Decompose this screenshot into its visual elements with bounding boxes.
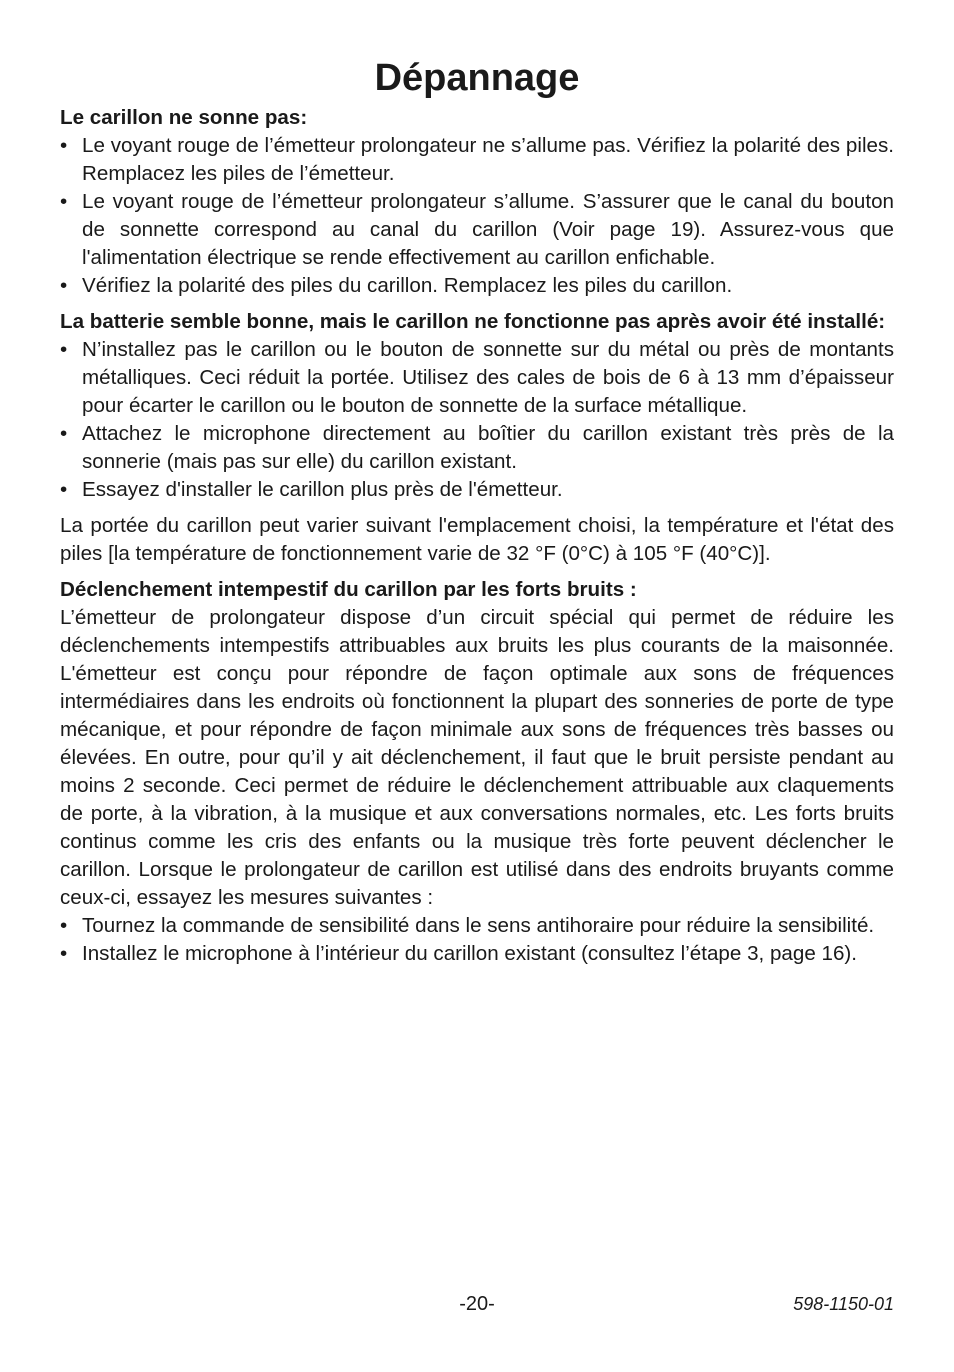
bullet-list-no-ring bbox=[60, 132, 894, 300]
bullet-list-false-trigger bbox=[60, 912, 894, 968]
bullet-item: • Attachez le microphone directement au boîtier du carillon existant très près de la sonnerie (mais pas sur elle) du carillon existant. bbox=[60, 420, 894, 476]
page-title: Dépannage bbox=[374, 57, 580, 99]
page-number: -20- bbox=[459, 1293, 495, 1315]
bullet-item: • Le voyant rouge de l’émetteur prolongateur ne s’allume pas. Vérifiez la polarité des piles. Remplacez les piles de l’émetteur. bbox=[60, 132, 894, 188]
document-page bbox=[60, 56, 894, 968]
document-code: 598-1150-01 bbox=[793, 1294, 894, 1314]
bullet-item: • Le voyant rouge de l’émetteur prolongateur s’allume. S’assurer que le canal du bouton de sonnette correspond au canal du carillon (Voir page 19). Assurez-vous que l'alimentation électrique se rende effectivement au carillon enfichable. bbox=[60, 188, 894, 272]
section-heading-battery: La batterie semble bonne, mais le carillon ne fonctionne pas après avoir été installé: bbox=[60, 310, 886, 333]
bullet-item: • Tournez la commande de sensibilité dans le sens antihoraire pour réduire la sensibilité. bbox=[60, 912, 894, 940]
bullet-item: • N’installez pas le carillon ou le bouton de sonnette sur du métal ou près de montants métalliques. Ceci réduit la portée. Utilisez des cales de bois de 6 à 13 mm d’épaisseur pour écarter le carillon ou le bouton de sonnette de la surface métallique. bbox=[60, 336, 894, 420]
range-paragraph: La portée du carillon peut varier suivant l'emplacement choisi, la température et l'état des piles [la température de fonctionnement varie de 32 °F (0°C) à 105 °F (40°C)]. bbox=[60, 514, 894, 565]
bullet-item: • Vérifiez la polarité des piles du carillon. Remplacez les piles du carillon. bbox=[60, 272, 894, 300]
section-heading-false-trigger: Déclenchement intempestif du carillon par les forts bruits : bbox=[60, 578, 637, 601]
bullet-item: • Essayez d'installer le carillon plus près de l'émetteur. bbox=[60, 476, 894, 504]
bullet-list-battery bbox=[60, 336, 894, 504]
bullet-item: • Installez le microphone à l’intérieur du carillon existant (consultez l’étape 3, page 16). bbox=[60, 940, 894, 968]
section-heading-no-ring: Le carillon ne sonne pas: bbox=[60, 106, 308, 129]
false-trigger-paragraph: L’émetteur de prolongateur dispose d’un circuit spécial qui permet de réduire les déclenchements intempestifs attribuables aux bruits les plus courants de la maisonnée. L'émetteur est conçu pour répondre de façon optimale aux sons de fréquences intermédiaires dans les endroits où fonctionnent la plupart des sonneries de porte de type mécanique, et pour répondre de façon minimale aux sons de fréquences très basses ou élevées. En outre, pour qu’il y ait déclenchement, il faut que le bruit persiste pendant au moins 2 seconde. Ceci permet de réduire le déclenchement attribuable aux claquements de porte, à la vibration, à la musique et aux conversations normales, etc. Les forts bruits continus comme les cris des enfants ou la musique très forte peuvent déclencher le carillon. Lorsque le prolongateur de carillon est utilisé dans des endroits bruyants comme ceux-ci, essayez les mesures suivantes : bbox=[60, 606, 894, 909]
